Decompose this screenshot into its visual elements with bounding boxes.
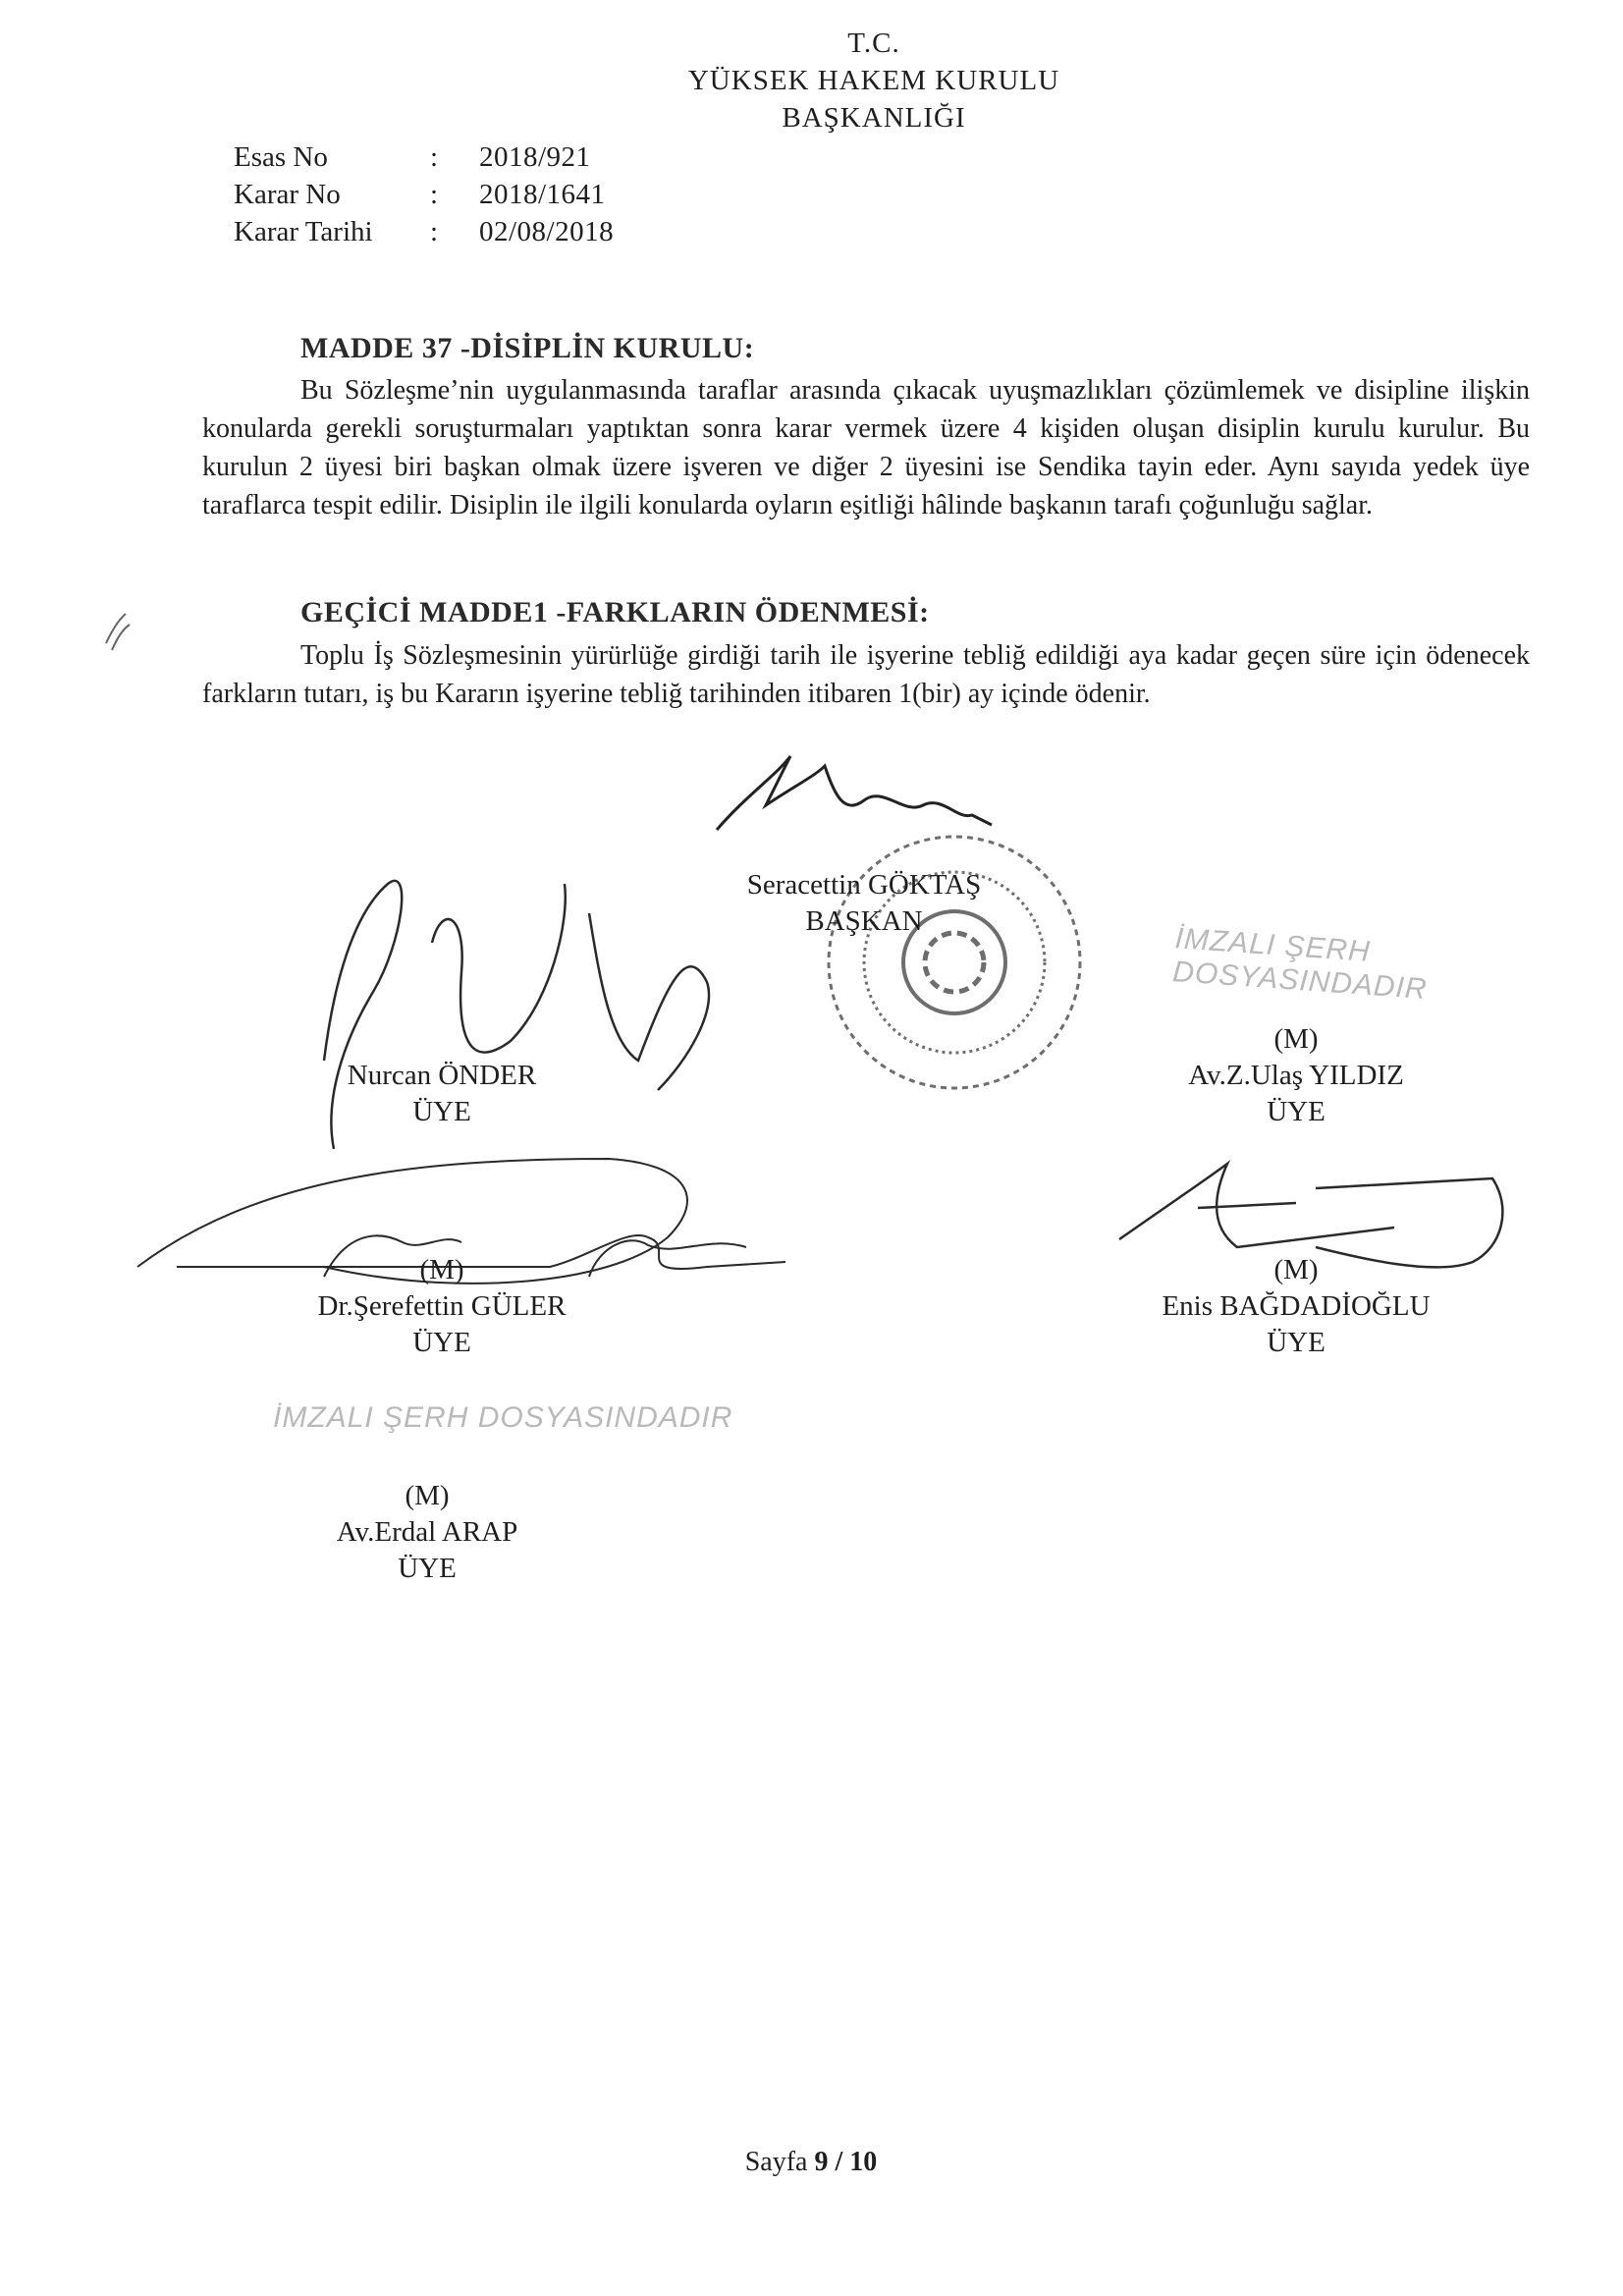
meta-value: 2018/1641: [479, 179, 606, 210]
signatory-role: ÜYE: [412, 1327, 471, 1358]
meta-row-karar: [234, 176, 725, 213]
page-separator: /: [828, 2147, 850, 2177]
signatory-arap: [250, 1478, 604, 1587]
meta-row-tarih: [234, 213, 725, 250]
header-presidency: BAŞKANLIĞI: [782, 102, 966, 134]
case-metadata: [234, 138, 725, 256]
signatory-mark: (M): [1273, 1023, 1319, 1055]
signatory-role: ÜYE: [398, 1553, 457, 1584]
chair-signature-icon: [717, 756, 992, 830]
page-prefix: Sayfa: [744, 2147, 815, 2177]
signatory-onder: [265, 1058, 619, 1130]
signatory-name: Av.Z.Ulaş YILDIZ: [1188, 1060, 1404, 1091]
signatory-chair: [687, 867, 1041, 940]
section-heading-gecici-madde: GEÇİCİ MADDE1 -FARKLARIN ÖDENMESİ:: [300, 596, 930, 629]
signatory-name: Av.Erdal ARAP: [336, 1516, 518, 1548]
meta-label: Karar No: [234, 179, 341, 210]
signatory-mark: (M): [419, 1254, 464, 1285]
stamp-imzali-serh-arap: İMZALI ŞERH DOSYASINDADIR: [273, 1401, 733, 1434]
page-current: 9: [814, 2147, 829, 2177]
signatory-role: ÜYE: [1267, 1096, 1325, 1127]
signatory-role: ÜYE: [412, 1096, 471, 1127]
section-text-madde-37: [202, 371, 1530, 524]
signatory-name: Seracettin GÖKTAŞ: [746, 869, 982, 901]
meta-label: Karar Tarihi: [234, 216, 373, 247]
signatory-role: ÜYE: [1267, 1327, 1325, 1358]
signatory-name: Nurcan ÖNDER: [347, 1060, 537, 1091]
signatory-name: Dr.Şerefettin GÜLER: [317, 1290, 567, 1322]
paragraph-text: Bu Sözleşme’nin uygulanmasında taraflar arasında çıkacak uyuşmazlıkları çözümlemek ve disipline ilişkin konularda gerekli soruşturmaları yaptıktan sonra karar vermek üzere 4 kişiden oluşan disiplin kurulu kurulur. Bu kurulun 2 üyesi biri başkan olmak üzere işveren ve diğer 2 üyesini ise Sendika tayin eder. Aynı sayıda yedek üye taraflarca tespit edilir. Disiplin ile ilgili konularda oyların eşitliği hâlinde başkanın tarafı çoğunluğu sağlar.: [202, 375, 1530, 520]
meta-value: 02/08/2018: [479, 216, 615, 247]
signatory-mark: (M): [405, 1480, 450, 1511]
page-total: 10: [849, 2147, 878, 2177]
meta-separator: :: [430, 141, 439, 173]
header-institution: YÜKSEK HAKEM KURULU: [687, 65, 1060, 96]
paragraph-text: Toplu İş Sözleşmesinin yürürlüğe girdiği tarih ile işyerine tebliğ edildiği aya kadar geçen süre için ödenecek farkların tutarı, iş bu Kararın işyerine tebliğ tarihinden itibaren 1(bir) ay içinde ödenir.: [202, 640, 1530, 709]
stamp-imzali-serh-yildiz: İMZALI ŞERH DOSYASINDADIR: [1171, 922, 1429, 1007]
meta-separator: :: [430, 216, 439, 247]
signatory-mark: (M): [1273, 1254, 1319, 1285]
signatory-bagdadioglu: [1119, 1252, 1473, 1361]
signatory-yildiz: [1119, 1021, 1473, 1130]
meta-label: Esas No: [234, 141, 328, 173]
meta-value: 2018/921: [479, 141, 591, 173]
signatory-role: BAŞKAN: [805, 905, 923, 937]
header-country: T.C.: [847, 27, 900, 59]
signatory-name: Enis BAĞDADİOĞLU: [1162, 1290, 1431, 1322]
meta-separator: :: [430, 179, 439, 210]
signatory-guler: [265, 1252, 619, 1361]
meta-row-esas: [234, 138, 725, 176]
section-text-gecici-madde: [202, 636, 1530, 713]
margin-initials-icon: [106, 614, 130, 650]
section-heading-madde-37: MADDE 37 -DİSİPLİN KURULU:: [300, 332, 755, 364]
page-number: [745, 2147, 878, 2178]
